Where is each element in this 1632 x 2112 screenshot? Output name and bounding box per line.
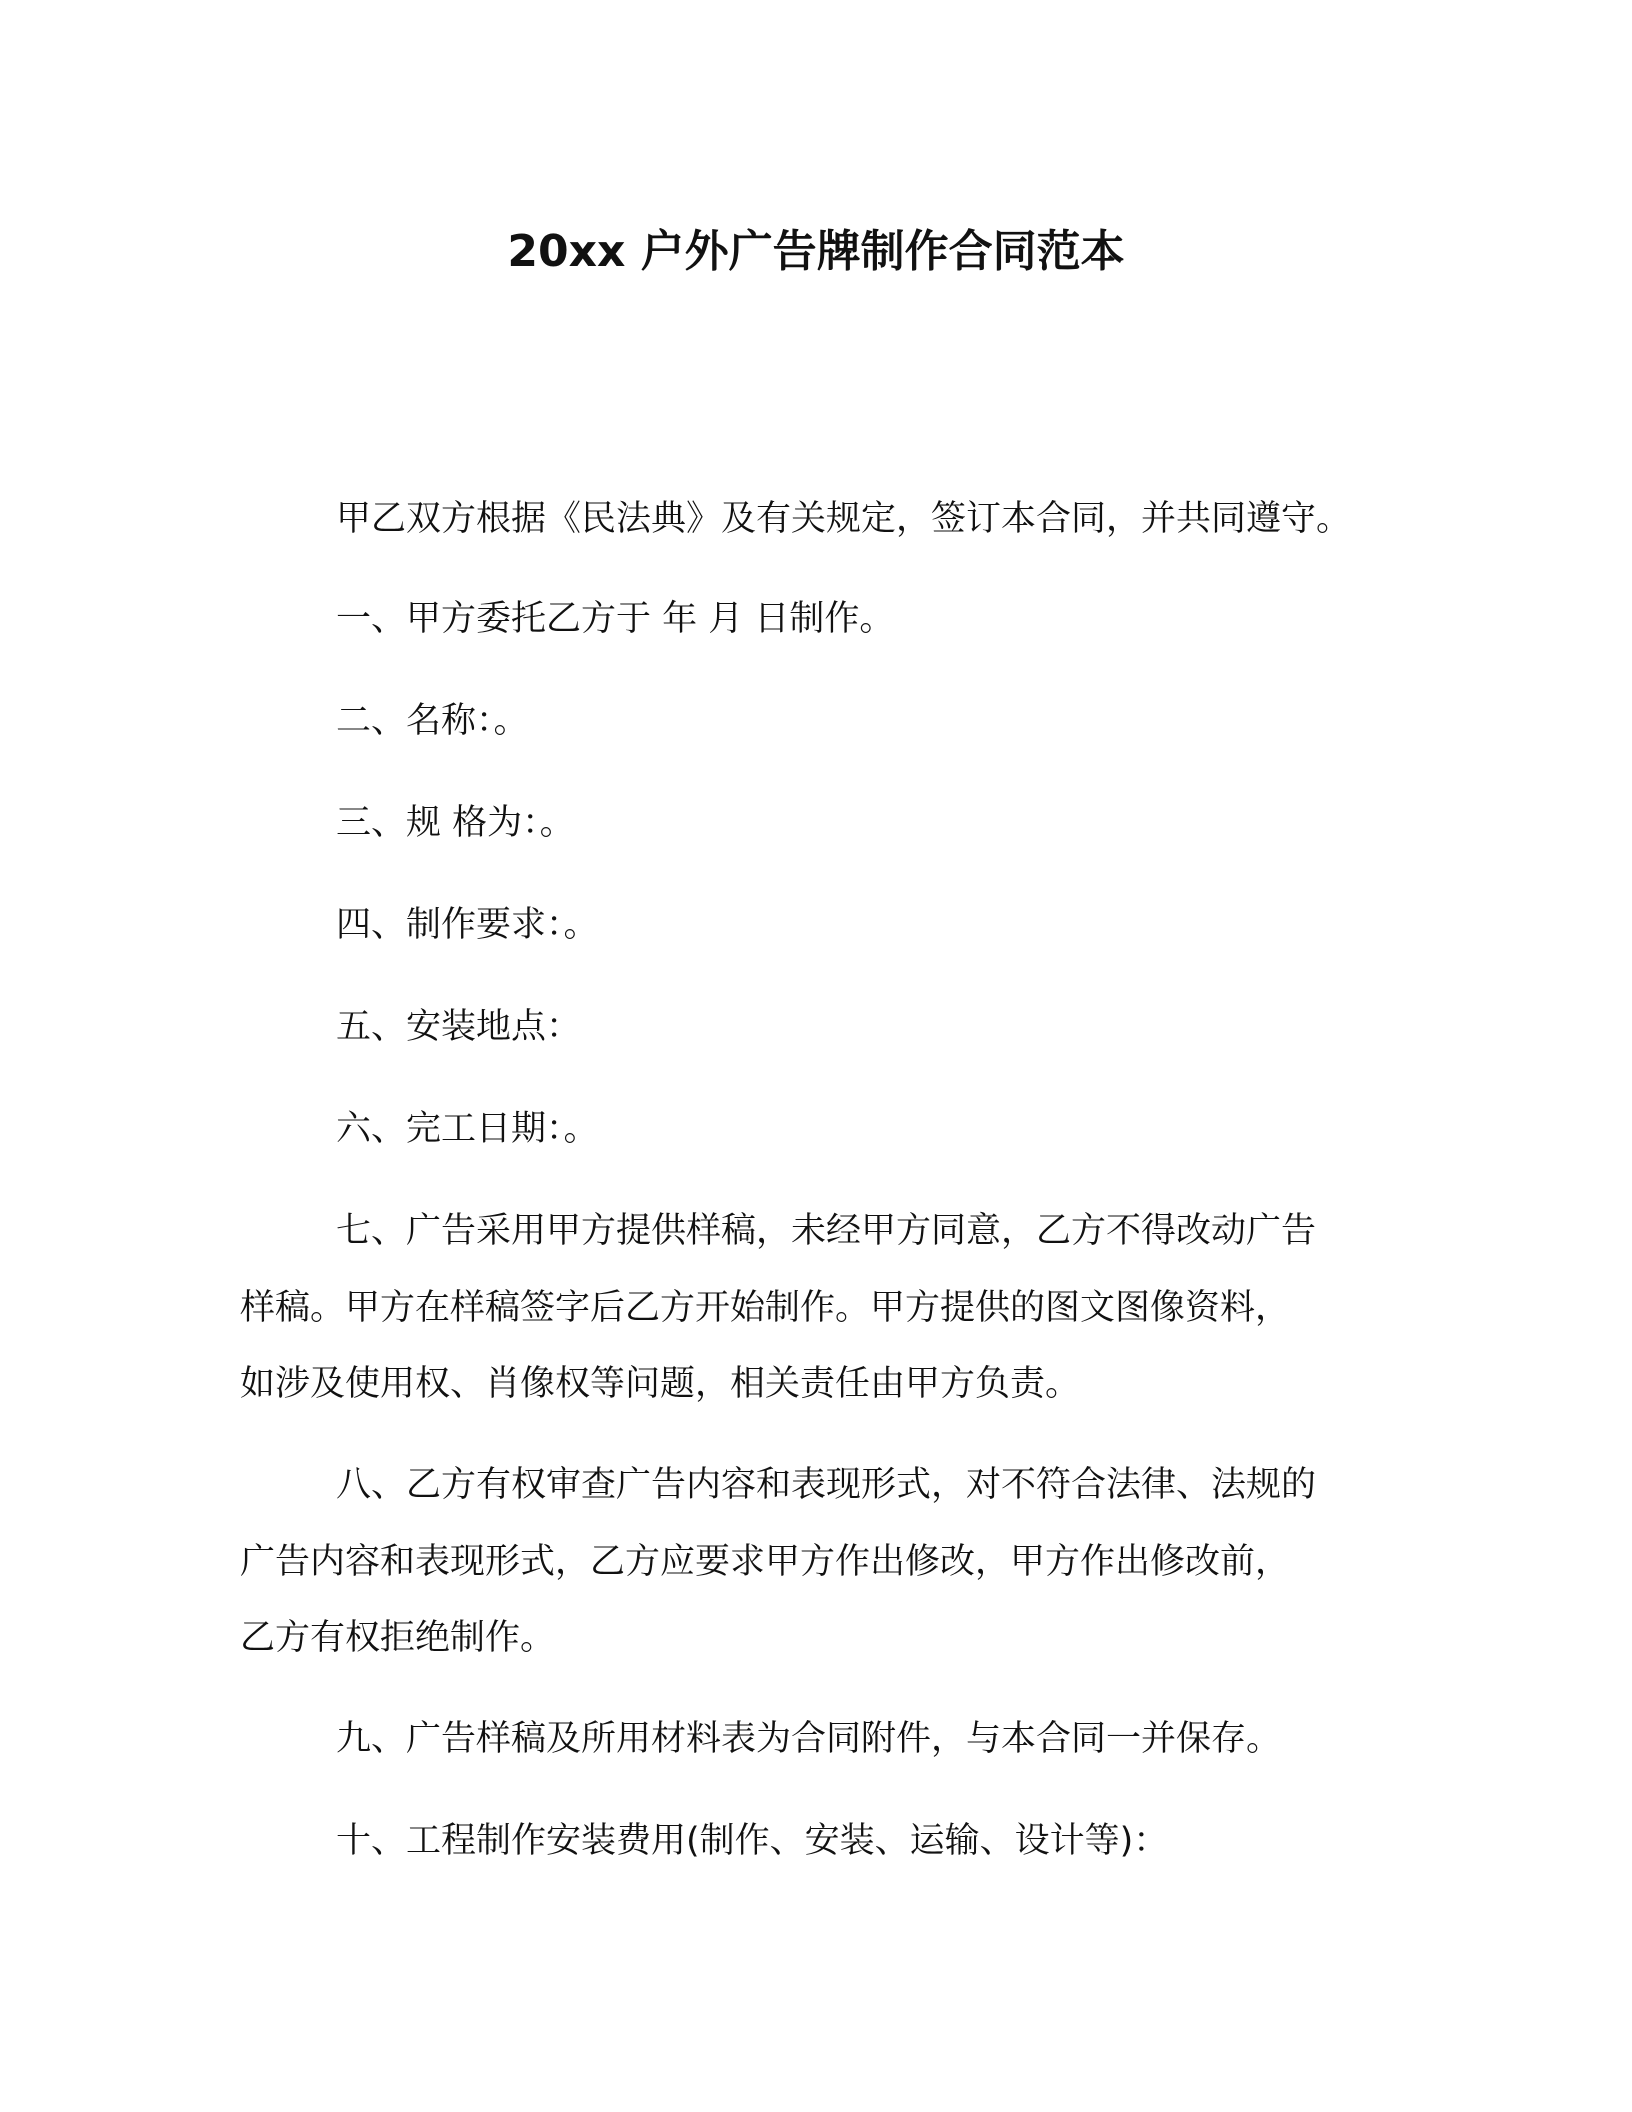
clause-4: 四、制作要求：。 xyxy=(336,905,599,945)
clause-7-line-1: 七、广告采用甲方提供样稿，未经甲方同意，乙方不得改动广告 xyxy=(336,1211,1317,1251)
clause-9: 九、广告样稿及所用材料表为合同附件，与本合同一并保存。 xyxy=(336,1719,1282,1759)
clause-6: 六、完工日期：。 xyxy=(336,1109,599,1149)
document-title: 20xx 户外广告牌制作合同范本 xyxy=(507,226,1125,277)
clause-8-line-1: 八、乙方有权审查广告内容和表现形式，对不符合法律、法规的 xyxy=(336,1465,1317,1505)
clause-7-line-2: 样稿。甲方在样稿签字后乙方开始制作。甲方提供的图文图像资料， xyxy=(240,1288,1291,1328)
intro-paragraph: 甲乙双方根据《民法典》及有关规定，签订本合同，并共同遵守。 xyxy=(336,499,1352,539)
clause-8-line-2: 广告内容和表现形式，乙方应要求甲方作出修改，甲方作出修改前， xyxy=(240,1542,1291,1582)
clause-2: 二、名称：。 xyxy=(336,701,529,741)
clause-8-line-3: 乙方有权拒绝制作。 xyxy=(240,1618,556,1658)
clause-10: 十、工程制作安装费用(制作、安装、运输、设计等)： xyxy=(336,1821,1169,1861)
clause-8 xyxy=(240,1462,1400,1661)
clause-5: 五、安装地点： xyxy=(336,1007,582,1047)
clause-7 xyxy=(240,1208,1400,1407)
clause-3: 三、规 格为：。 xyxy=(336,803,575,843)
clause-7-line-3: 如涉及使用权、肖像权等问题，相关责任由甲方负责。 xyxy=(240,1364,1081,1404)
clause-1: 一、甲方委托乙方于 年 月 日制作。 xyxy=(336,599,895,639)
